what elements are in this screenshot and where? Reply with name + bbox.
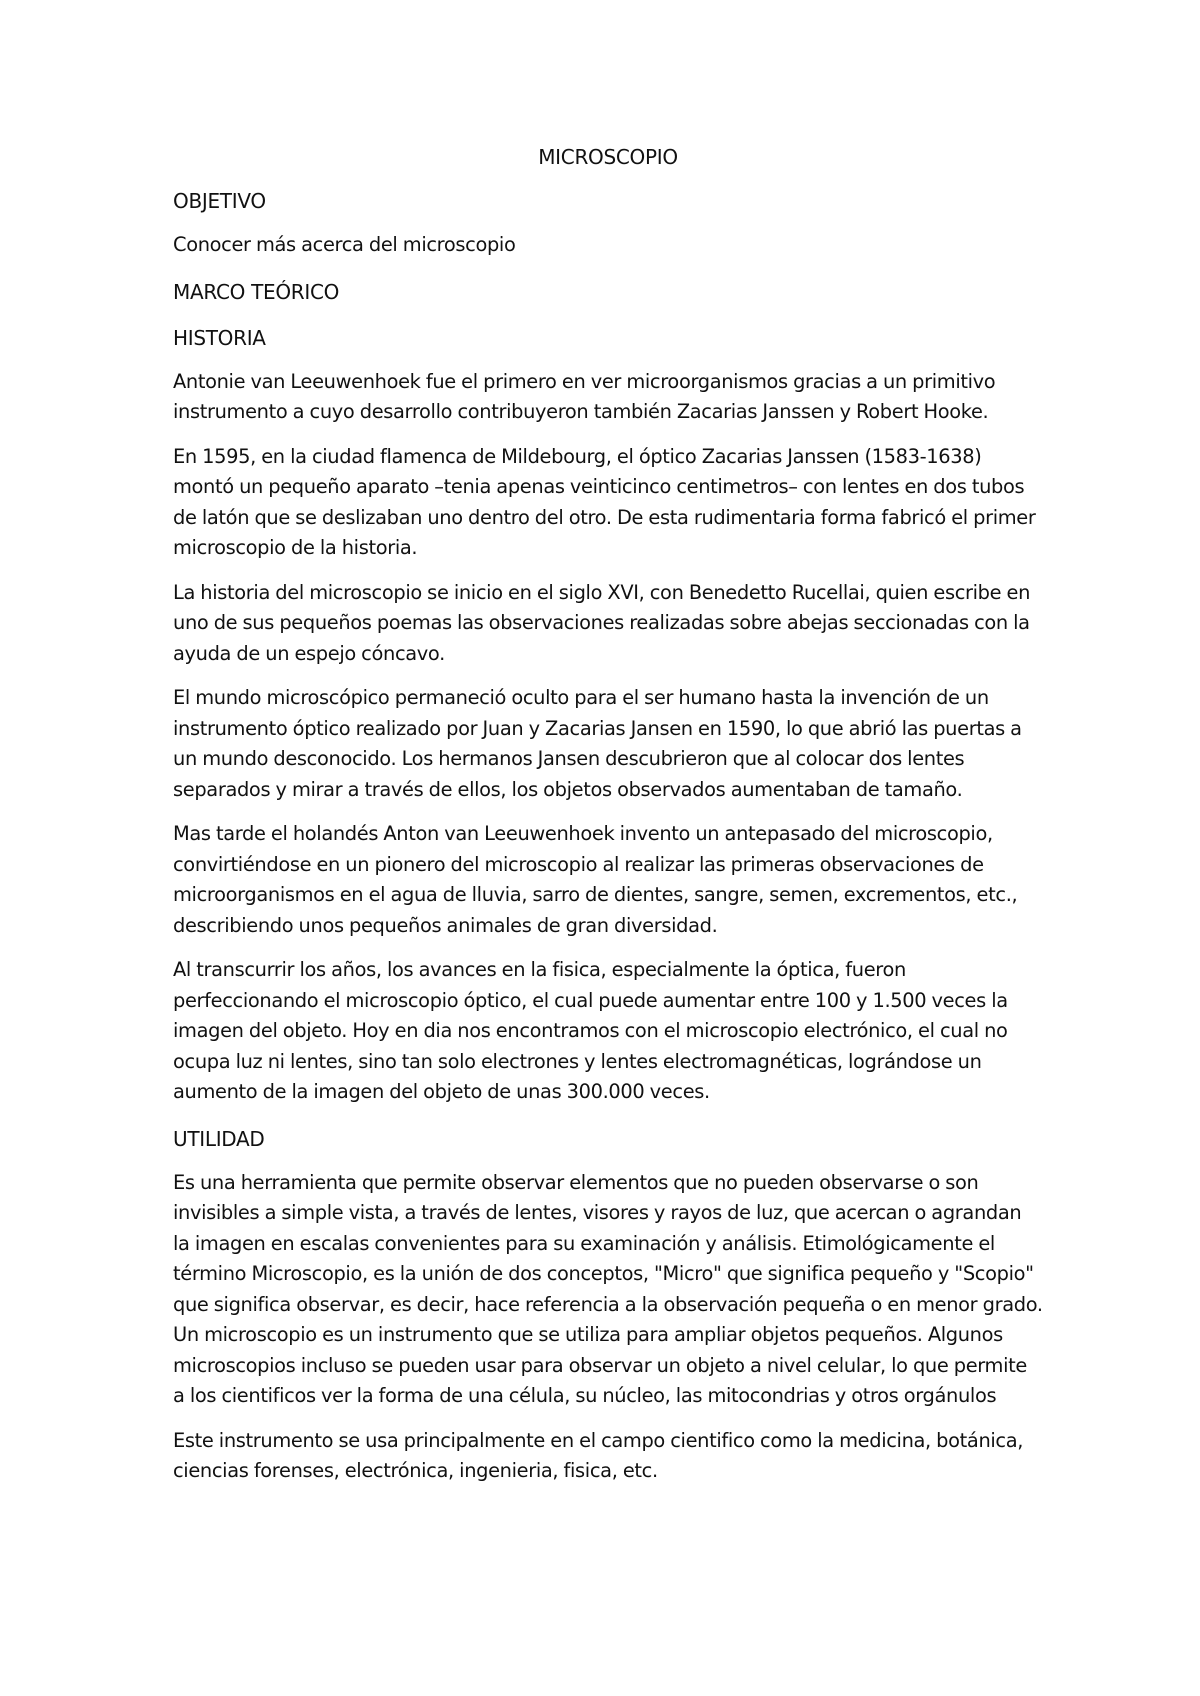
paragraph-historia-4: El mundo microscópico permaneció oculto para el ser humano hasta la invención de un instrumento óptico realizado por Juan y Zacarias Jansen en 1590, lo que abrió las puertas a un mundo desconocido. Los hermanos Jansen descubrieron que al colocar dos lentes separados y mirar a través de ellos, los objetos observados aumentaban de tamaño. <box>173 686 1022 801</box>
heading-marco-teorico: MARCO TEÓRICO <box>173 279 340 304</box>
document-page <box>173 140 1043 1501</box>
paragraph-historia-1: Antonie van Leeuwenhoek fue el primero en ver microorganismos gracias a un primitivo instrumento a cuyo desarrollo contribuyeron también Zacarias Janssen y Robert Hooke. <box>173 369 996 423</box>
paragraph-historia-5: Mas tarde el holandés Anton van Leeuwenhoek invento un antepasado del microscopio, convirtiéndose en un pionero del microscopio al realizar las primeras observaciones de microorganismos en el agua de lluvia, sarro de dientes, sangre, semen, excrementos, etc., describiendo unos pequeños animales de gran diversidad. <box>173 822 1018 937</box>
paragraph-objetivo: Conocer más acerca del microscopio <box>173 233 516 256</box>
paragraph-historia-6: Al transcurrir los años, los avances en la fisica, especialmente la óptica, fueron perfeccionando el microscopio óptico, el cual puede aumentar entre 100 y 1.500 veces la imagen del objeto. Hoy en dia nos encontramos con el microscopio electrónico, el cual no ocupa luz ni lentes, sino tan solo electrones y lentes electromagnéticas, lográndose un aumento de la imagen del objeto de unas 300.000 veces. <box>173 958 1008 1103</box>
paragraph-utilidad-1: Es una herramienta que permite observar elementos que no pueden observarse o son invisibles a simple vista, a través de lentes, visores y rayos de luz, que acercan o agrandan la imagen en escalas convenientes para su examinación y análisis. Etimológicamente el término Microscopio, es la unión de dos conceptos, "Micro" que significa pequeño y "Scopio" que significa observar, es decir, hace referencia a la observación pequeña o en menor grado. Un microscopio es un instrumento que se utiliza para ampliar objetos pequeños. Algunos microscopios incluso se pueden usar para observar un objeto a nivel celular, lo que permite a los cientificos ver la forma de una célula, su núcleo, las mitocondrias y otros orgánulos <box>173 1170 1043 1407</box>
heading-objetivo: OBJETIVO <box>173 189 266 213</box>
paragraph-utilidad-2: Este instrumento se usa principalmente en el campo cientifico como la medicina, botánica, ciencias forenses, electrónica, ingenieria, fisica, etc. <box>173 1428 1024 1482</box>
document-title: MICROSCOPIO <box>538 145 678 169</box>
heading-historia: HISTORIA <box>173 325 266 350</box>
heading-utilidad: UTILIDAD <box>173 1126 265 1151</box>
paragraph-historia-2: En 1595, en la ciudad flamenca de Mildebourg, el óptico Zacarias Janssen (1583-1638) montó un pequeño aparato –tenia apenas veinticinco centimetros– con lentes en dos tubos de latón que se deslizaban uno dentro del otro. De esta rudimentaria forma fabricó el primer microscopio de la historia. <box>173 444 1036 559</box>
paragraph-historia-3: La historia del microscopio se inicio en el siglo XVI, con Benedetto Rucellai, quien escribe en uno de sus pequeños poemas las observaciones realizadas sobre abejas seccionadas con la ayuda de un espejo cóncavo. <box>173 580 1031 665</box>
